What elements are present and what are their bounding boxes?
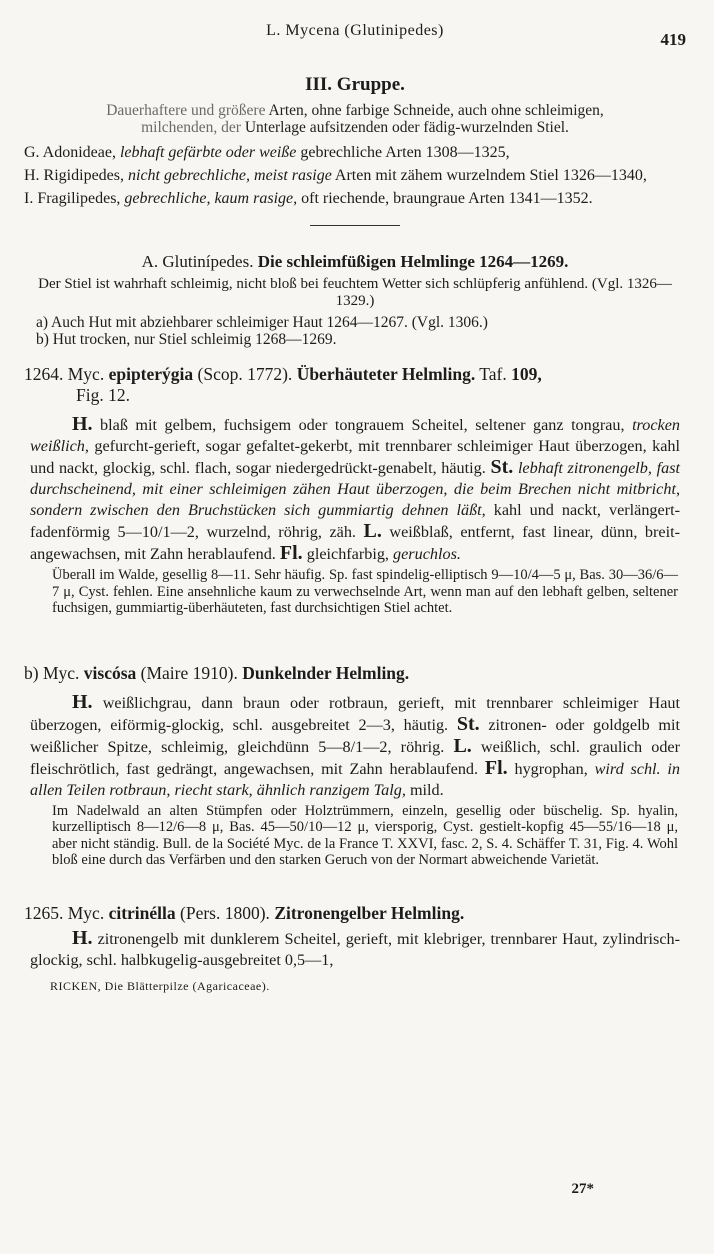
species-common-name: Zitronengelber Helmling. [274, 902, 465, 923]
gills-label: L. [363, 520, 382, 542]
hat-italic: trocken weißlich, [30, 416, 681, 455]
section-title-plain: A. Glutinípedes. [141, 252, 254, 271]
subgroup-rigidipedes [24, 167, 686, 184]
section-title-bold: Die schleimfüßigen Helmlinge 1264—1269. [257, 252, 569, 271]
section-divider [310, 225, 400, 226]
species-number: 1264. Myc. [24, 364, 105, 384]
subgroup-rest: oft riechende, braungraue Arten 1341—1352. [297, 190, 593, 207]
subgroup-fragilipedes [24, 190, 686, 207]
subgroup-rest: gebrechliche Arten 1308—1325, [296, 144, 510, 161]
species-latin-name: citrinélla [108, 902, 176, 923]
stem-label: St. [490, 456, 514, 478]
hat-text: blaß mit gelbem, fuchsigem oder tongrauem Scheitel, seltener ganz tongrau, [92, 416, 625, 434]
subgroup-italic: gebrechliche, kaum rasige, [124, 190, 298, 207]
spacer [24, 617, 686, 663]
gills-label: L. [453, 734, 472, 757]
flesh-text: gleichfarbig, [302, 545, 389, 563]
flesh-label: Fl. [279, 542, 303, 564]
species-common-name: Überhäuteter Helmling. [296, 364, 476, 384]
hat-text-2: gefurcht-gerieft, sogar gefaltet-gekerbt, mit trennbarer schleimiger Haut überzogen, kahl und nackt, glockig, schl. flach, sogar niedergedrückt-genabelt, häutig. [30, 437, 680, 477]
figure-ref: Fig. 12. [76, 385, 130, 405]
species-latin-name: viscósa [83, 662, 137, 683]
species-latin-name: epipterýgia [108, 364, 194, 384]
plate-label: Taf. [479, 364, 507, 384]
species-viscosa-heading [24, 663, 686, 684]
page-number: 419 [660, 30, 686, 49]
species-1264-notes: Überall im Walde, gesellig 8—11. Sehr häufig. Sp. fast spindelig-elliptisch 9—10/4—5 μ, Bas. 30—36/6—7 μ, Cyst. fehlen. Eine ansehnliche kaum zu verwechselnde Art, wenn man auf den lebhaft gelben, seltener fuchsigen, gummiartig-überhäuteten, fast durchsichtigen Stiel achtet. [52, 567, 678, 616]
flesh-italic: wird schl. in allen Teilen rotbraun, riecht stark, ähnlich ranzigem Talg, [30, 759, 680, 799]
flesh-label: Fl. [484, 756, 508, 779]
subsection-a: a) Auch Hut mit abziehbarer schleimiger Haut 1264—1267. (Vgl. 1306.) [36, 314, 488, 331]
species-viscosa-description [24, 692, 686, 801]
subgroup-name: G. Adonideae, [24, 144, 116, 161]
flesh-end: mild. [405, 780, 444, 799]
subgroup-name: H. Rigidipedes, [24, 167, 124, 184]
group-desc-text-1: Arten, ohne farbige Schneide, auch ohne schleimigen, [265, 102, 604, 119]
subsection-b: b) Hut trocken, nur Stiel schleimig 1268—1269. [36, 331, 337, 348]
stem-text: zitronen- oder goldgelb mit weißlicher Spitze, schleimig, gleichdünn 5—8/1—2, röhrig. [30, 715, 680, 756]
hat-label: H. [72, 690, 93, 713]
hat-text: zitronengelb mit dunklerem Scheitel, gerieft, mit klebriger, trennbarer Haut, zylindrisch-glockig, schl. halbkugelig-ausgebreitet 0,5—1, [30, 929, 680, 969]
species-1264-heading [24, 364, 686, 406]
flesh-text: hygrophan, [507, 759, 588, 778]
species-viscosa-notes: Im Nadelwald an alten Stümpfen oder Holztrümmern, einzeln, gesellig oder büschelig. Sp. hyalin, kurzelliptisch 8—12/6—8 μ, Bas. 45—50/10—12 μ, viersporig, Cyst. gestielt-kopfig 45—55/16—18 μ, aber nicht ständig. Bull. de la Société Myc. de la France T. XXVI, fasc. 2, S. 4. Schäffer T. 31, Fig. 4. Wohl bloß eine durch das Verfärben und den starken Geruch von der Normart abweichende Varietät. [52, 802, 678, 868]
group-description [24, 102, 686, 136]
stem-label: St. [456, 712, 480, 735]
subgroup-italic: nicht gebrechliche, meist rasige [128, 167, 332, 184]
gills-text: weißblaß, entfernt, fast linear, dünn, breit-angewachsen, mit Zahn herablaufend. [30, 523, 680, 563]
spacer [24, 869, 686, 903]
subgroup-adonideae [24, 144, 686, 161]
plate-number: 109, [511, 364, 542, 384]
species-1264-description [24, 414, 686, 565]
species-common-name: Dunkelnder Helmling. [242, 662, 410, 683]
group-desc-faded-1: Dauerhaftere und größere [106, 102, 266, 119]
page-header [24, 18, 686, 48]
species-number: b) Myc. [24, 662, 80, 683]
hat-label: H. [72, 926, 93, 949]
stem-text: kahl und nackt, verlängert-fadenförmig 5—10/1—2, wurzelnd, röhrig, zäh. [30, 501, 680, 541]
group-heading: III. Gruppe. [305, 74, 405, 95]
species-1265-description [24, 928, 686, 971]
section-description: Der Stiel ist wahrhaft schleimig, nicht bloß bei feuchtem Wetter sich schlüpferig anfühlend. (Vgl. 1326—1329.) [38, 276, 672, 309]
species-author: (Pers. 1800). [175, 902, 270, 923]
section-heading [24, 252, 686, 272]
subgroup-italic: lebhaft gefärbte oder weiße [119, 144, 297, 161]
group-desc-text-2: Unterlage aufsitzenden oder fädig-wurzelnden Stiel. [240, 119, 569, 136]
hat-label: H. [72, 413, 93, 435]
subgroup-rest: Arten mit zähem wurzelndem Stiel 1326—1340, [331, 167, 647, 184]
stem-italic: lebhaft zitronengelb, fast durchscheinend, mit einer schleimigen zähen Haut überzogen, die beim Brechen nicht mitbricht, sondern zwischen den Bruchstücken sich gummiartig dehnen läßt, [30, 459, 680, 519]
group-desc-faded-2: milchenden, der [141, 119, 241, 136]
species-author: (Scop. 1772). [193, 364, 293, 384]
species-number: 1265. Myc. [24, 902, 105, 923]
running-title: L. Mycena (Glutinipedes) [266, 22, 444, 39]
subgroup-name: I. Fragilipedes, [24, 190, 121, 207]
hat-text: weißlichgrau, dann braun oder rotbraun, gerieft, mit trennbarer schleimiger Haut überzogen, eiförmig-glockig, schl. ausgebreitet 2—3, häutig. [30, 693, 680, 734]
signature-mark: 27* [571, 1181, 594, 1197]
species-1265-heading [24, 903, 686, 924]
gills-text: weißlich, schl. graulich oder fleischrötlich, fast gedrängt, angewachsen, mit Zahn herablaufend. [30, 737, 681, 778]
footer-credit: RICKEN, Die Blätterpilze (Agaricaceae). [50, 978, 270, 993]
species-author: (Maire 1910). [136, 662, 238, 683]
flesh-italic: geruchlos. [393, 545, 461, 563]
